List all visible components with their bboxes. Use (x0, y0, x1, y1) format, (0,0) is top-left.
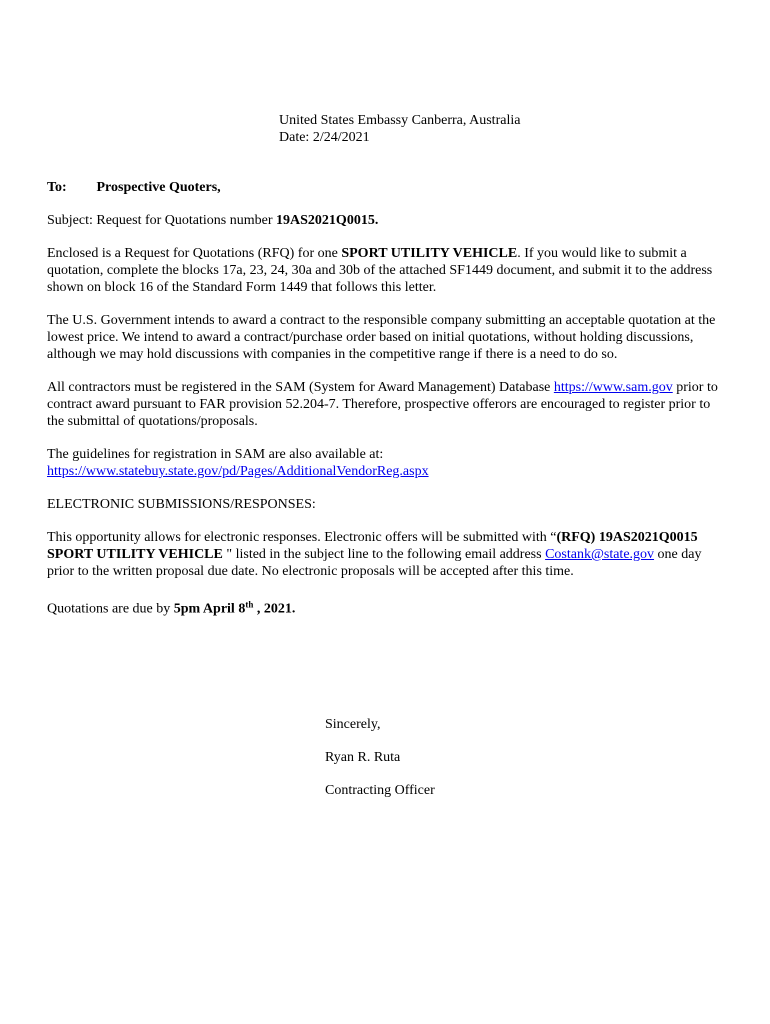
paragraph-sam: All contractors must be registered in the SAM (System for Award Management) Database https://www.sam.gov prior to contract award pursuant to FAR provision 52.204-7. Therefore, prospective offerors are encouraged to register prior to the submittal of quotations/proposals. (47, 380, 718, 429)
rfq-number: 19AS2021Q0015. (276, 213, 379, 228)
to-recipient: Prospective Quoters, (96, 180, 221, 195)
letter-header (279, 112, 699, 146)
paragraph-electronic: This opportunity allows for electronic responses. Electronic offers will be submitted with “(RFQ) 19AS2021Q0015 SPORT UTILITY VEHICLE " listed in the subject line to the following email address Costank@state.gov one day prior to the written proposal due date. No electronic proposals will be accepted after this time. (47, 530, 702, 579)
to-label: To: (47, 180, 67, 195)
to-line (47, 179, 722, 196)
paragraph-guidelines: The guidelines for registration in SAM are also available at: https://www.statebuy.state.gov/pd/Pages/AdditionalVendorReg.aspx (47, 447, 429, 479)
subject-line: Subject: Request for Quotations number 19AS2021Q0015. (47, 213, 379, 228)
statebuy-link[interactable]: https://www.statebuy.state.gov/pd/Pages/AdditionalVendorReg.aspx (47, 464, 429, 479)
letter-body (47, 179, 722, 634)
date-line: Date: 2/24/2021 (279, 130, 370, 145)
sam-link[interactable]: https://www.sam.gov (553, 380, 673, 395)
signature-block (325, 716, 625, 815)
paragraph-award: The U.S. Government intends to award a contract to the responsible company submitting an acceptable quotation at the lowest price. We intend to award a contract/purchase order based on initial quotations, without holding discussions, although we may hold discussions with companies in the competitive range if there is a need to do so. (47, 313, 716, 362)
paragraph-enclosed: Enclosed is a Request for Quotations (RFQ) for one SPORT UTILITY VEHICLE. If you would like to submit a quotation, complete the blocks 17a, 23, 24, 30a and 30b of the attached SF1449 document, and submit it to the address shown on block 16 of the Standard Form 1449 that follows this letter. (47, 246, 713, 295)
closing: Sincerely, (325, 717, 381, 732)
signer-name: Ryan R. Ruta (325, 750, 401, 765)
email-link[interactable]: Costank@state.gov (545, 547, 655, 562)
embassy-line: United States Embassy Canberra, Australia (279, 113, 521, 128)
due-date-line: Quotations are due by 5pm April 8th , 2021. (47, 599, 296, 617)
electronic-submissions-heading: ELECTRONIC SUBMISSIONS/RESPONSES: (47, 497, 316, 512)
signer-title: Contracting Officer (325, 783, 435, 798)
